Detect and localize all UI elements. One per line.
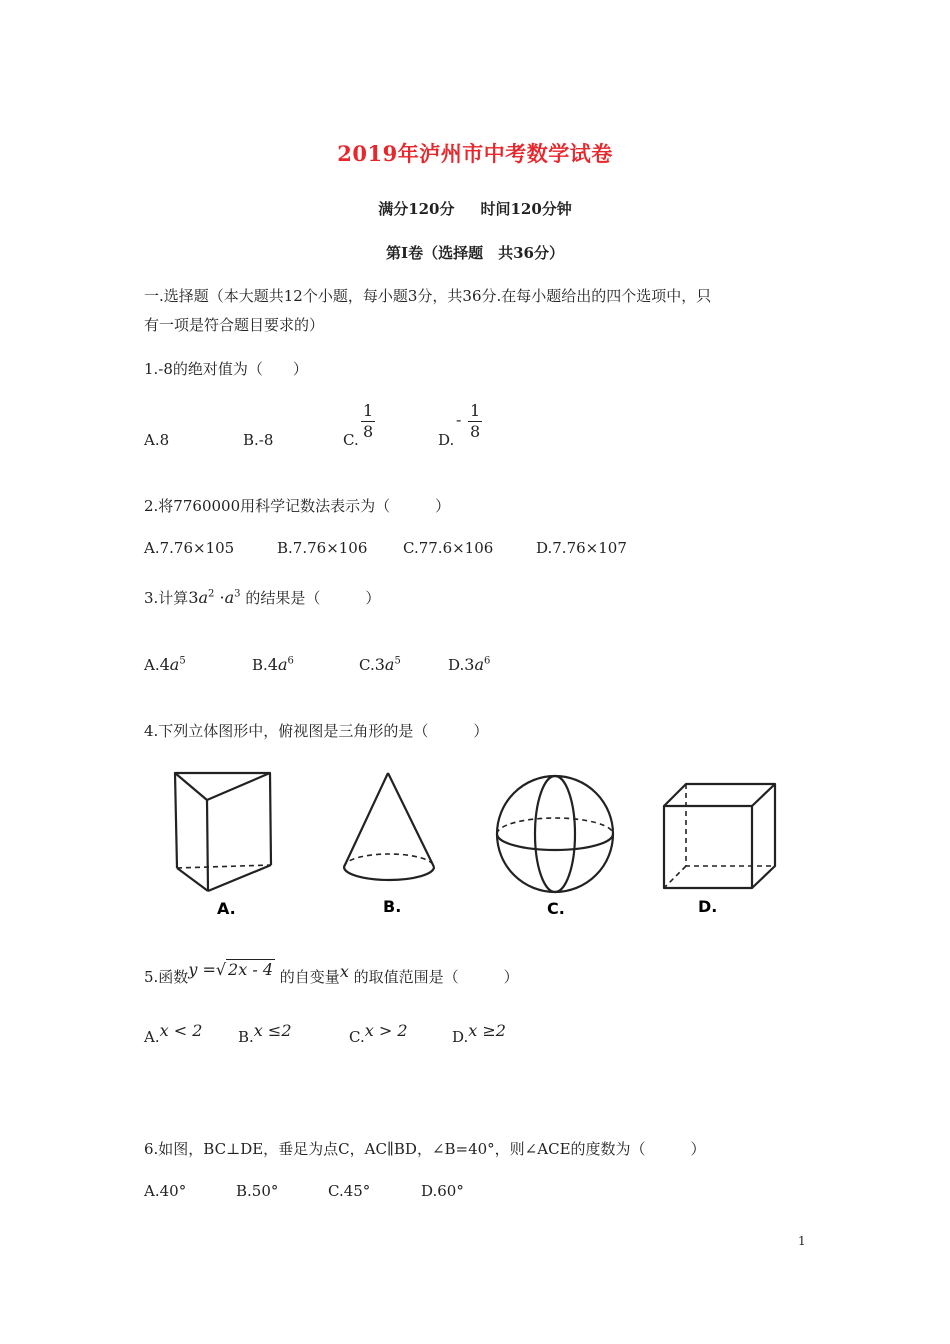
q3-stem-suffix: 的结果是（ ） bbox=[245, 589, 381, 607]
q2-option-b: B.7.76×106 bbox=[277, 539, 368, 557]
q3-option-a: $A.4a^5$ bbox=[144, 655, 186, 674]
score-time-line bbox=[0, 198, 950, 219]
q4-solids-figure bbox=[145, 760, 805, 925]
exam-time: 时间120分钟 bbox=[480, 200, 572, 218]
q5-option-c: C.x > 2 bbox=[349, 1021, 408, 1046]
page-number: 1 bbox=[798, 1234, 806, 1248]
q5-function: y =√ 2x - 4 bbox=[188, 960, 274, 979]
cube-shape bbox=[664, 784, 775, 888]
volume-heading: 第I卷（选择题 共36分） bbox=[386, 244, 564, 262]
sphere-shape bbox=[497, 776, 613, 892]
q1-option-c-fraction bbox=[361, 401, 375, 442]
q1-option-d-prefix: D. bbox=[438, 431, 455, 449]
q1-option-c bbox=[343, 431, 359, 449]
triangular-prism-shape bbox=[175, 773, 271, 891]
q6-stem: 6.如图，BC⊥DE，垂足为点C，AC∥BD，∠B=40°，则∠ACE的度数为（ ） bbox=[144, 1140, 706, 1158]
fraction-denominator: 8 bbox=[470, 422, 481, 441]
q2-stem: 2.将7760000用科学记数法表示为（ ） bbox=[144, 497, 451, 515]
q3-option-c: $C.3a^5$ bbox=[359, 655, 401, 674]
q5-stem-suffix: 的取值范围是（ ） bbox=[353, 968, 519, 986]
q3-stem-prefix: 3.计算 bbox=[144, 589, 189, 607]
solid-label-d: D. bbox=[698, 897, 718, 916]
fraction-numerator: 1 bbox=[470, 401, 481, 420]
fraction-numerator: 1 bbox=[363, 401, 374, 420]
q1-option-b: B.-8 bbox=[243, 431, 274, 449]
q5-option-b: B.x ≤2 bbox=[238, 1021, 292, 1046]
q5-option-d: D.x ≥2 bbox=[452, 1021, 506, 1046]
q1-stem: 1.-8的绝对值为（ ） bbox=[144, 360, 308, 378]
q1-option-d bbox=[438, 431, 454, 449]
q6-option-a: A.40° bbox=[144, 1182, 187, 1200]
section-intro-line1: 一.选择题（本大题共12个小题，每小题3分，共36分.在每小题给出的四个选项中，只 bbox=[144, 287, 712, 305]
solid-label-c: C. bbox=[547, 899, 565, 918]
fraction-denominator: 8 bbox=[363, 422, 374, 441]
solid-label-b: B. bbox=[383, 897, 402, 916]
solid-label-a: A. bbox=[217, 899, 236, 918]
q3-stem bbox=[144, 587, 380, 608]
q4-stem: 4.下列立体图形中，俯视图是三角形的是（ ） bbox=[144, 722, 489, 740]
q5-option-a: A.x < 2 bbox=[144, 1021, 203, 1046]
q1-option-d-negative: - bbox=[456, 410, 462, 429]
section-intro-line2: 有一项是符合题目要求的） bbox=[144, 316, 325, 334]
q3-option-b: $B.4a^6$ bbox=[252, 655, 294, 674]
q5-stem bbox=[144, 960, 519, 987]
q3-expression: $3a^2 \cdot a^3$ bbox=[188, 588, 241, 607]
q2-option-d: D.7.76×107 bbox=[536, 539, 627, 557]
q3-option-d: $D.3a^6$ bbox=[448, 655, 491, 674]
q5-stem-prefix: 5.函数 bbox=[144, 968, 189, 986]
q2-option-a: A.7.76×105 bbox=[144, 539, 235, 557]
q6-option-c: C.45° bbox=[328, 1182, 371, 1200]
exam-title: 2019年泸州市中考数学试卷 bbox=[337, 141, 613, 166]
q5-variable: x bbox=[339, 962, 349, 981]
full-score: 满分120分 bbox=[378, 200, 455, 218]
q6-option-b: B.50° bbox=[236, 1182, 279, 1200]
q5-stem-mid: 的自变量 bbox=[279, 968, 340, 986]
q1-option-a: A.8 bbox=[144, 431, 170, 449]
cone-shape bbox=[344, 773, 434, 880]
q6-option-d: D.60° bbox=[421, 1182, 464, 1200]
q2-option-c: C.77.6×106 bbox=[403, 539, 494, 557]
q5-radicand: 2x - 4 bbox=[228, 960, 274, 979]
q1-option-d-fraction bbox=[468, 401, 482, 442]
q1-option-c-prefix: C. bbox=[343, 431, 359, 449]
